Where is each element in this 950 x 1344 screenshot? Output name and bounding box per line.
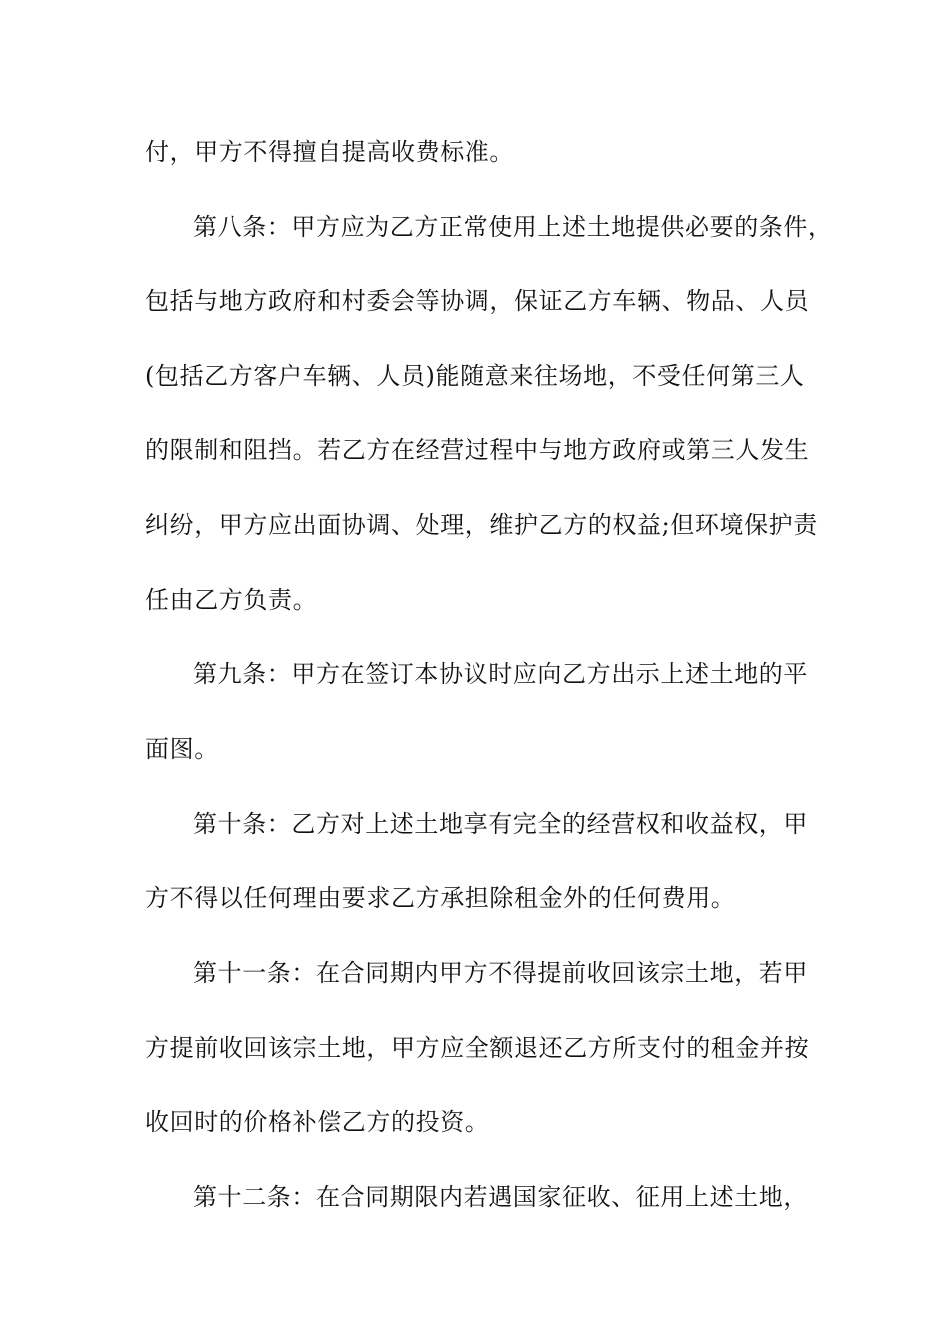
text-line: 方提前收回该宗土地，甲方应全额退还乙方所支付的租金并按	[145, 1034, 810, 1062]
text-line: 任由乙方负责。	[145, 586, 318, 614]
article-11-heading-line: 第十一条：在合同期内甲方不得提前收回该宗土地，若甲	[193, 959, 808, 987]
text-line: (包括乙方客户车辆、人员)能随意来往场地，不受任何第三人	[145, 362, 805, 390]
article-12-heading-line: 第十二条：在合同期限内若遇国家征收、征用上述土地，	[193, 1183, 808, 1211]
text-line: 包括与地方政府和村委会等协调，保证乙方车辆、物品、人员	[145, 287, 810, 315]
text-line: 面图。	[145, 735, 219, 763]
article-8-heading-line: 第八条：甲方应为乙方正常使用上述土地提供必要的条件，	[193, 213, 833, 241]
text-line: 方不得以任何理由要求乙方承担除租金外的任何费用。	[145, 884, 736, 912]
text-line: 纠纷，甲方应出面协调、处理，维护乙方的权益;但环境保护责	[145, 511, 818, 539]
article-10-heading-line: 第十条：乙方对上述土地享有完全的经营权和收益权，甲	[193, 810, 808, 838]
text-line: 收回时的价格补偿乙方的投资。	[145, 1108, 490, 1136]
text-line: 的限制和阻挡。若乙方在经营过程中与地方政府或第三人发生	[145, 436, 810, 464]
text-line: 付，甲方不得擅自提高收费标准。	[145, 138, 514, 166]
article-9-heading-line: 第九条：甲方在签订本协议时应向乙方出示上述土地的平	[193, 660, 808, 688]
